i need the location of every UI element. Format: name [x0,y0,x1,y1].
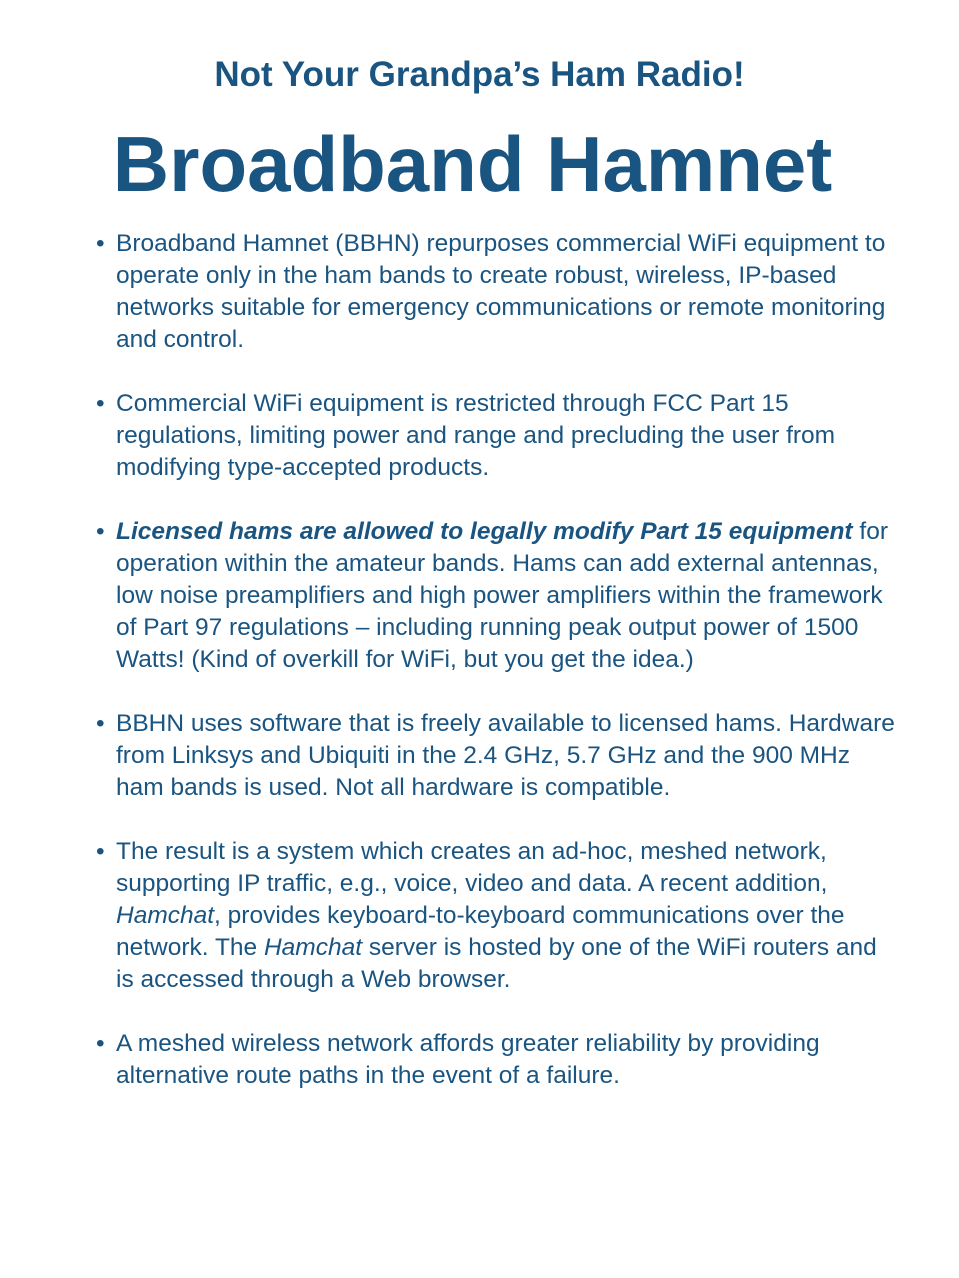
bullet-text: A meshed wireless network affords greater reliability by providing alternative route paths in the event of a failure. [116,1030,820,1089]
bullet-text: The result is a system which creates an ad-hoc, meshed network, supporting IP traffic, e.g., voice, video and data. [116,838,827,897]
bullet-text: Commercial WiFi equipment is restricted through FCC Part 15 regulations, limiting power and range and precluding the user from modifying type-accepted products. [116,390,836,481]
bullet-mesh-result [96,836,896,996]
bullet-emphasis: Licensed hams are allowed to legally modify Part 15 equipment [116,518,853,545]
bullet-licensed-hams [96,516,896,676]
bullet-reliability [96,1028,896,1092]
bullet-spacer [96,676,896,708]
bullet-spacer [96,804,896,836]
bullet-text: for operation within the amateur bands. Hams can add external antennas, low noise preamplifiers and high power amplifiers within the framework of Part 97 regulations – including running peak output power of 1500 Watts! (Kind of overkill for WiFi, but you get the idea.) [116,518,888,673]
slide-title: Broadband Hamnet [112,120,833,208]
bullet-spacer [96,356,896,388]
bullet-spacer [96,996,896,1028]
bullet-text: server is hosted by one of the WiFi routers and is accessed through a Web browser. [116,934,877,993]
hamchat-term: Hamchat [116,902,215,929]
bullet-bbhn-intro [96,228,896,356]
hamchat-term: Hamchat [263,934,363,961]
bullet-spacer [96,484,896,516]
slide-subtitle: Not Your Grandpa’s Ham Radio! [214,55,745,94]
bullet-text: BBHN uses software that is freely available to licensed hams. Hardware from Linksys and Ubiquiti in the 2.4 GHz, 5.7 GHz and the 900 MHz ham bands is used. Not all hardware is compatible. [116,710,895,801]
bullet-part15-restriction [96,388,896,484]
bullet-list [96,228,896,1092]
bullet-text: Broadband Hamnet (BBHN) repurposes commercial WiFi equipment to operate only in the ham bands to create robust, wireless, IP-based networks suitable for emergency communications or remote monitoring and control. [116,230,886,353]
bullet-text: , provides keyboard-to-keyboard communications over the network. The [116,902,845,961]
bullet-software-hardware [96,708,896,804]
bullet-text: A recent addition, [632,870,828,897]
